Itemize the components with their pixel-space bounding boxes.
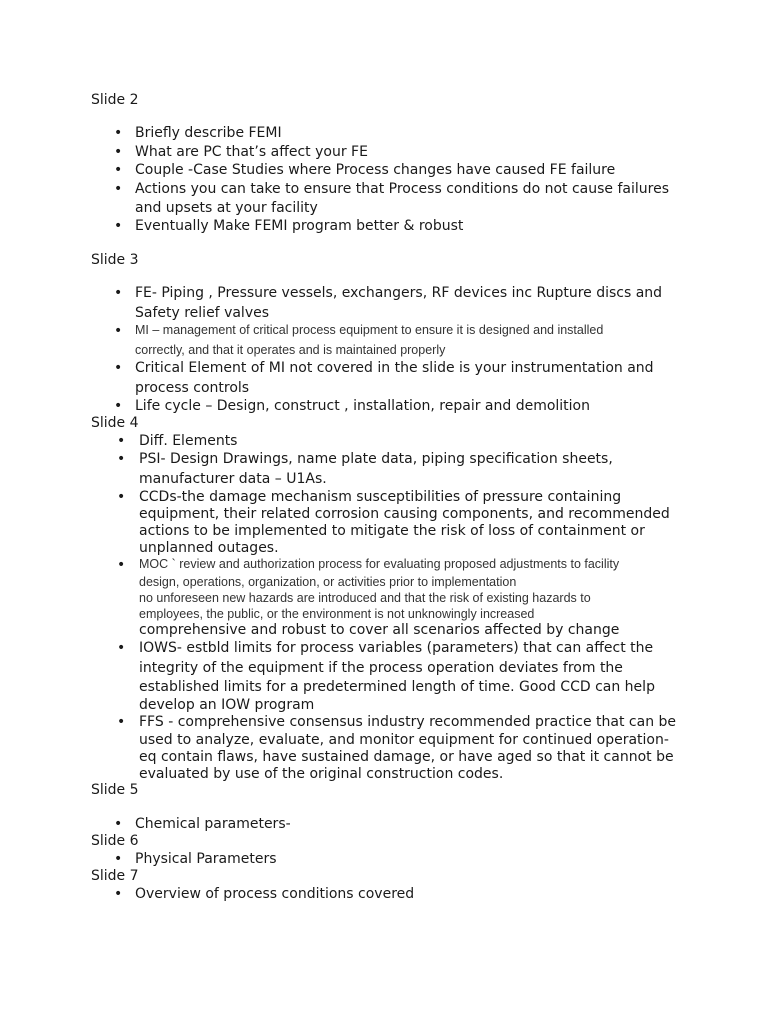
slide-4-item-6-line-4: evaluated by use of the original construction codes. — [139, 766, 504, 782]
bullet — [114, 816, 122, 833]
slide-4-item-3-line-1: CCDs-the damage mechanism susceptibilities of pressure containing — [139, 489, 622, 505]
bullet — [114, 162, 122, 179]
slide-3-item-4: Life cycle – Design, construct , installation, repair and demolition — [135, 398, 590, 414]
bullet — [117, 714, 125, 731]
slide-3-heading: Slide 3 — [91, 252, 139, 268]
slide-3-item-3-line-1: Critical Element of MI not covered in the slide is your instrumentation and — [135, 360, 654, 376]
slide-3-item-2-line-2: correctly, and that it operates and is maintained properly — [135, 343, 446, 357]
slide-4-item-6-line-2: used to analyze, evaluate, and monitor equipment for continued operation- — [139, 732, 669, 748]
slide-4-item-4-line-2: design, operations, organization, or activities prior to implementation — [139, 575, 517, 589]
bullet — [117, 451, 125, 468]
slide-3-item-1-line-1: FE- Piping , Pressure vessels, exchangers, RF devices inc Rupture discs and — [135, 285, 663, 301]
slide-6-item-1: Physical Parameters — [135, 851, 277, 867]
slide-4-item-1: Diff. Elements — [139, 433, 238, 449]
bullet — [114, 285, 122, 302]
slide-3-item-3-line-2: process controls — [135, 380, 250, 396]
bullet — [117, 489, 125, 506]
slide-4-item-6-line-3: eq contain flaws, have sustained damage, or have aged so that it cannot be — [139, 749, 674, 765]
slide-2-item-5: Eventually Make FEMI program better & robust — [135, 218, 464, 234]
slide-2-item-2: What are PC that’s affect your FE — [135, 144, 368, 160]
bullet — [117, 640, 125, 657]
slide-4-item-5-line-1: IOWS- estbld limits for process variables (parameters) that can affect the — [139, 640, 654, 656]
bullet — [114, 181, 122, 198]
slide-4-item-3-line-2: equipment, their related corrosion causing components, and recommended — [139, 506, 670, 522]
bullet — [114, 323, 122, 340]
slide-6-heading: Slide 6 — [91, 833, 139, 849]
slide-2-item-4-line-1: Actions you can take to ensure that Process conditions do not cause failures — [135, 181, 669, 197]
slide-4-item-5-line-2: integrity of the equipment if the process operation deviates from the — [139, 660, 623, 676]
slide-4-item-2-line-2: manufacturer data – U1As. — [139, 471, 327, 487]
slide-7-item-1: Overview of process conditions covered — [135, 886, 415, 902]
slide-4-item-2-line-1: PSI- Design Drawings, name plate data, piping specification sheets, — [139, 451, 613, 467]
slide-3-item-1-line-2: Safety relief valves — [135, 305, 270, 321]
slide-4-item-4-line-3: no unforeseen new hazards are introduced and that the risk of existing hazards to — [139, 591, 591, 605]
slide-2-item-3: Couple -Case Studies where Process changes have caused FE failure — [135, 162, 616, 178]
slide-7-heading: Slide 7 — [91, 868, 139, 884]
slide-4-item-5-line-4: develop an IOW program — [139, 697, 315, 713]
slide-4-item-5-line-3: established limits for a predetermined length of time. Good CCD can help — [139, 679, 655, 695]
bullet — [114, 218, 122, 235]
slide-4-item-6-line-1: FFS - comprehensive consensus industry recommended practice that can be — [139, 714, 677, 730]
bullet — [117, 557, 125, 574]
slide-3-item-2-line-1: MI – management of critical process equipment to ensure it is designed and installed — [135, 323, 604, 337]
slide-4-item-3-line-3: actions to be implemented to mitigate the risk of loss of containment or — [139, 523, 645, 539]
slide-5-heading: Slide 5 — [91, 782, 139, 798]
bullet — [114, 851, 122, 868]
slide-5-item-1: Chemical parameters- — [135, 816, 291, 832]
slide-4-item-4-line-5: comprehensive and robust to cover all scenarios affected by change — [139, 622, 620, 638]
bullet — [114, 398, 122, 415]
slide-2-item-1: Briefly describe FEMI — [135, 125, 282, 141]
bullet — [114, 125, 122, 142]
bullet — [117, 433, 125, 450]
bullet — [114, 144, 122, 161]
bullet — [114, 886, 122, 903]
slide-4-item-4-line-1: MOC ` review and authorization process for evaluating proposed adjustments to facility — [139, 557, 620, 571]
slide-4-item-4-line-4: employees, the public, or the environment is not unknowingly increased — [139, 607, 535, 621]
bullet — [114, 360, 122, 377]
slide-2-item-4-line-2: and upsets at your facility — [135, 200, 318, 216]
slide-4-heading: Slide 4 — [91, 415, 139, 431]
slide-2-heading: Slide 2 — [91, 92, 139, 108]
slide-4-item-3-line-4: unplanned outages. — [139, 540, 279, 556]
